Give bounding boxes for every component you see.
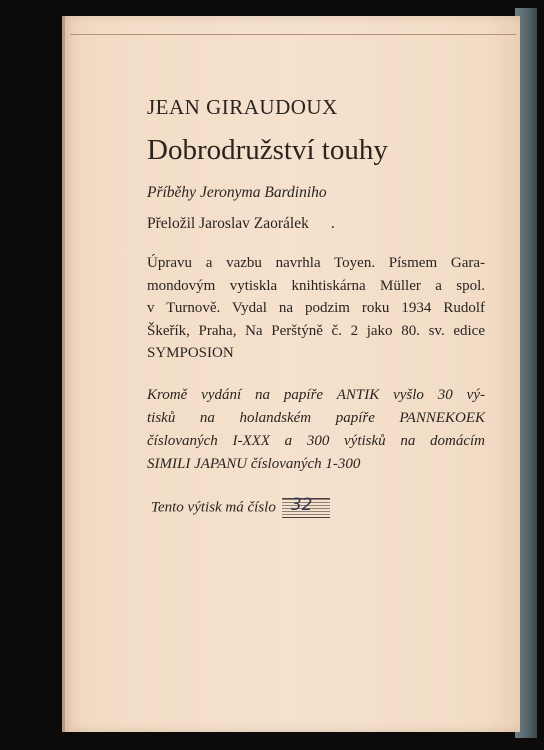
book-subtitle: Příběhy Jeronyma Bardiniho: [147, 184, 327, 201]
book-title: Dobrodružství touhy: [147, 134, 388, 166]
page-top-rule: [70, 34, 516, 35]
edition-note-line: Kromě vydání na papíře ANTIK vyšlo 30 vý-: [147, 387, 485, 403]
colophon-line: Škeřík, Praha, Na Perštýně č. 2 jako 80. sv. edice: [147, 322, 485, 339]
copy-number-line: [151, 495, 330, 518]
book-page: [62, 16, 520, 732]
translator-credit: [147, 215, 335, 233]
edition-note-line: číslovaných I-XXX a 300 výtisků na domácím: [147, 433, 485, 449]
copy-number-box: [282, 495, 330, 518]
page-binding-edge: [62, 16, 65, 732]
colophon-paragraph: [147, 252, 485, 365]
translator-mark: .: [330, 215, 335, 232]
edition-note-line: tisků na holandském papíře PANNEKOEK: [147, 410, 485, 426]
copy-number-label: Tento výtisk má číslo: [151, 499, 276, 516]
colophon-line: Úpravu a vazbu navrhla Toyen. Písmem Gara-: [147, 255, 485, 271]
author-name: JEAN GIRAUDOUX: [147, 95, 338, 119]
colophon-line: v Turnově. Vydal na podzim roku 1934 Rudolf: [147, 300, 485, 316]
colophon-line: SYMPOSION: [147, 345, 234, 361]
edition-note-paragraph: [147, 384, 485, 476]
colophon-line: mondovým vytiskla knihtiskárna Müller a spol.: [147, 277, 485, 294]
copy-number-value: 32: [290, 495, 313, 515]
translator-text: Přeložil Jaroslav Zaorálek: [147, 215, 309, 232]
edition-note-line: SIMILI JAPANU číslovaných 1-300: [147, 456, 361, 472]
